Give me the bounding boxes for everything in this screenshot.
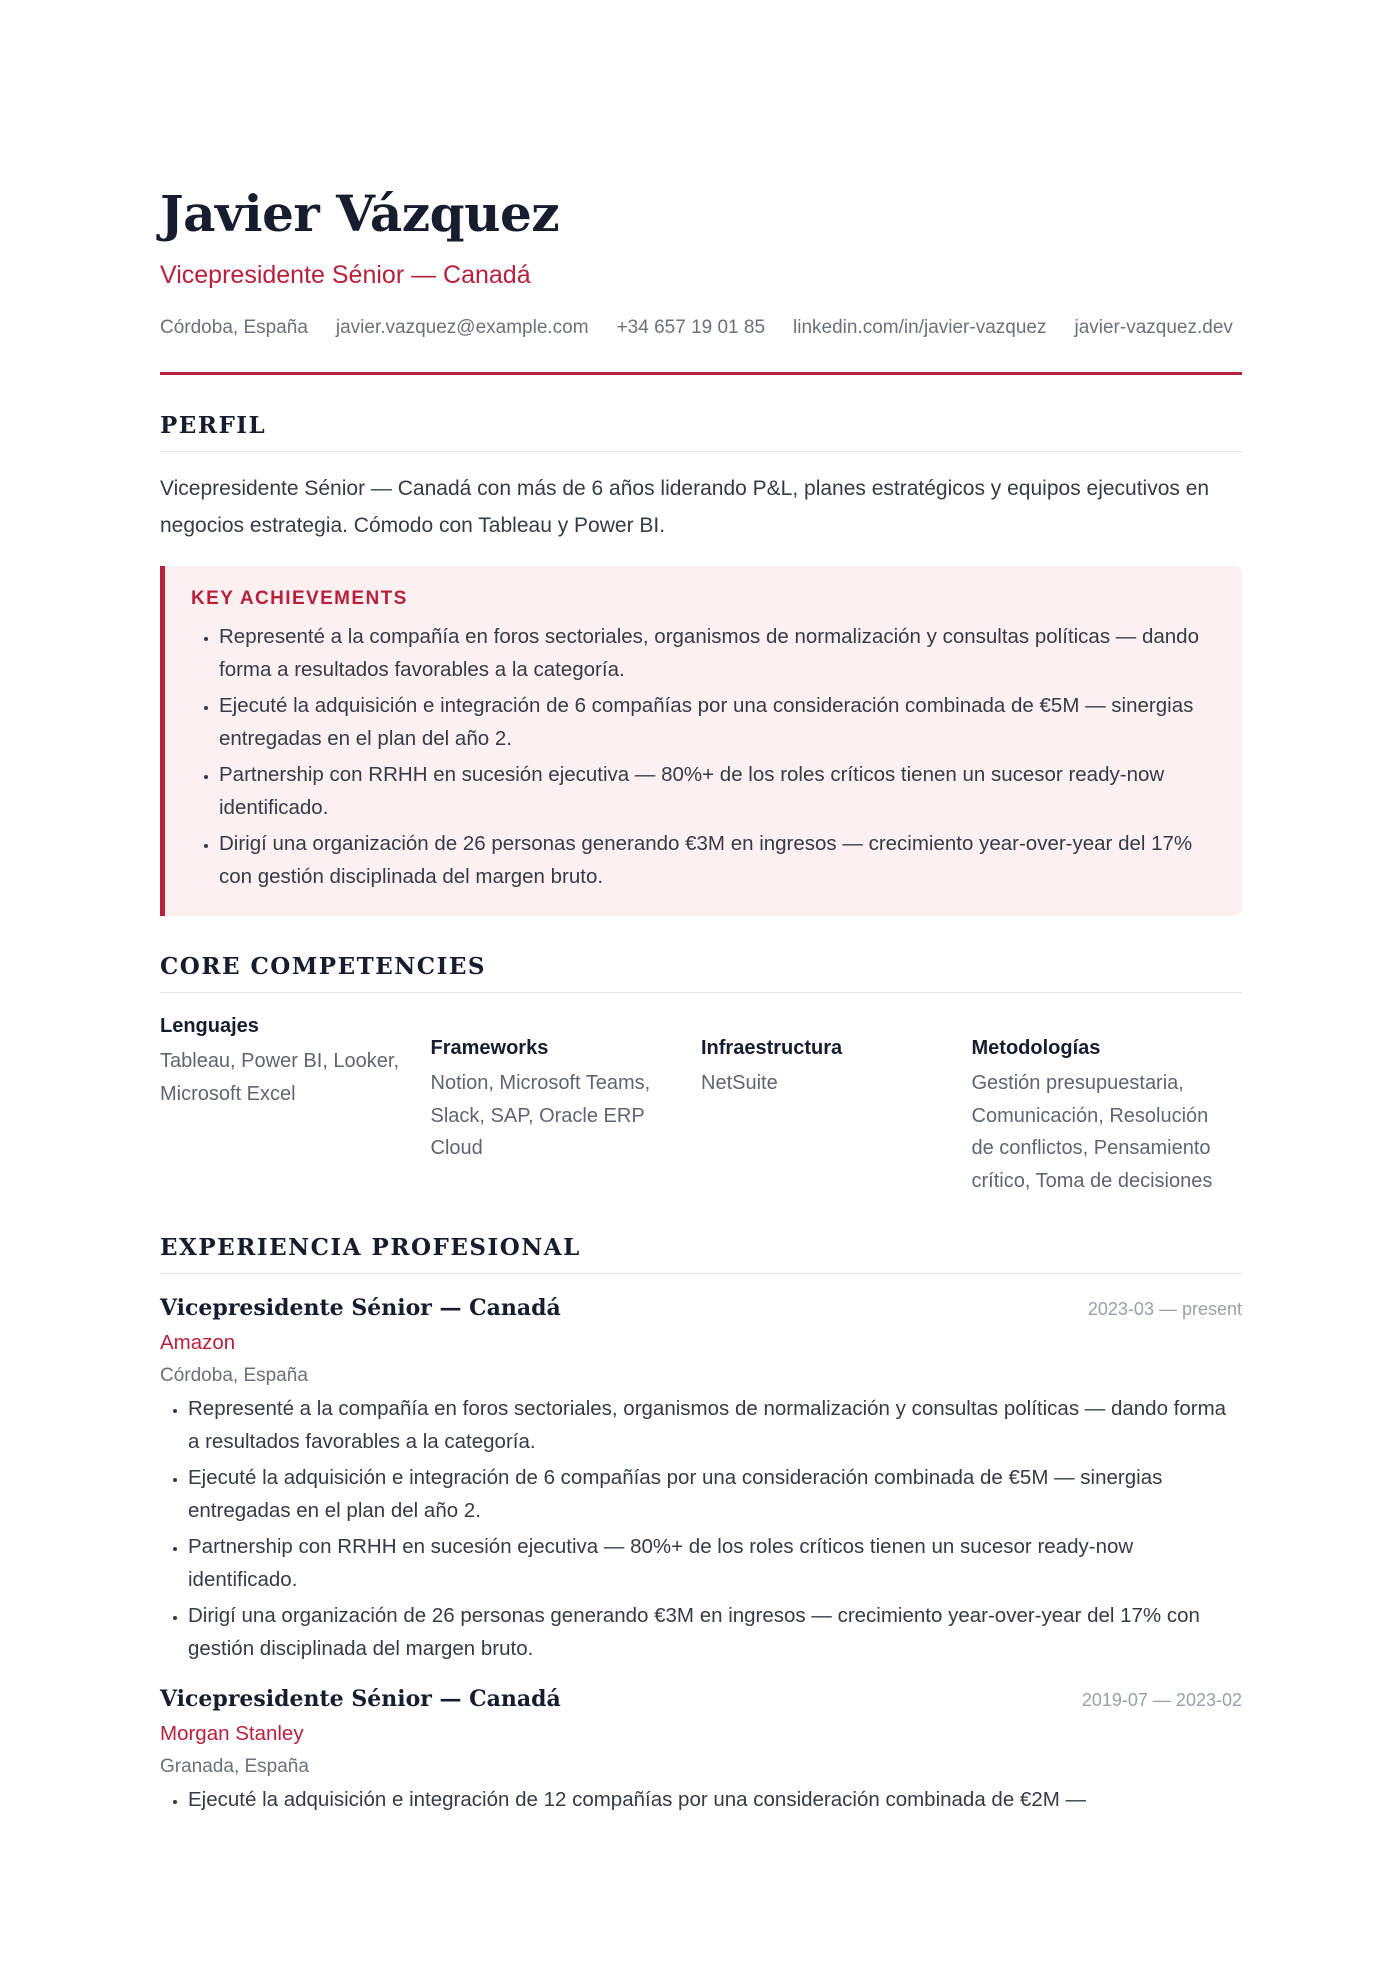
job-location: Córdoba, España [160, 1365, 308, 1386]
competency-items: Notion, Microsoft Teams, Slack, SAP, Oracle ERP Cloud [430, 1072, 651, 1159]
contact-website[interactable]: javier-vazquez.dev [1074, 317, 1233, 338]
candidate-name: Javier Vázquez [160, 184, 560, 243]
list-item: • Ejecuté la adquisición e integración de 12 compañías por una consideración combinada de €2M — [188, 1783, 1242, 1816]
job-header [160, 1292, 1242, 1324]
job-bullets [160, 1392, 1242, 1665]
competency-items: Tableau, Power BI, Looker, Microsoft Excel [160, 1050, 400, 1105]
contact-phone[interactable]: +34 657 19 01 85 [616, 317, 766, 338]
list-item: • Partnership con RRHH en sucesión ejecutiva — 80%+ de los roles críticos tienen un sucesor ready-now identificado. [219, 758, 1218, 824]
list-item: • Ejecuté la adquisición e integración de 6 compañías por una consideración combinada de €5M — sinergias entregadas en el plan del año 2. [188, 1461, 1242, 1527]
job-dates: 2023-03 — present [1087, 1299, 1242, 1319]
competency-label: Metodologías [971, 1037, 1101, 1059]
contact-email[interactable]: javier.vazquez@example.com [335, 317, 589, 338]
key-achievements-box [160, 566, 1242, 916]
job-title: Vicepresidente Sénior — Canadá [160, 1295, 561, 1321]
resume-page [160, 178, 1242, 1819]
contact-location: Córdoba, España [160, 317, 308, 338]
list-item: • Dirigí una organización de 26 personas generando €3M en ingresos — crecimiento year-over-year del 17% con gestión disciplinada del margen bruto. [219, 827, 1218, 893]
competency-group [701, 1033, 972, 1197]
section-heading-competencies: CORE COMPETENCIES [160, 952, 1242, 993]
competency-label: Infraestructura [701, 1037, 843, 1059]
section-heading-experience: EXPERIENCIA PROFESIONAL [160, 1233, 1242, 1274]
job-company: Morgan Stanley [160, 1722, 304, 1745]
competency-group [972, 1033, 1243, 1197]
job-title: Vicepresidente Sénior — Canadá [160, 1686, 561, 1712]
list-item: • Partnership con RRHH en sucesión ejecutiva — 80%+ de los roles críticos tienen un sucesor ready-now identificado. [188, 1530, 1242, 1596]
profile-summary: Vicepresidente Sénior — Canadá con más de 6 años liderando P&L, planes estratégicos y equipos ejecutivos en negocios estrategia. Cómodo con Tableau y Power BI. [160, 477, 1210, 537]
section-heading-profile: PERFIL [160, 411, 1242, 452]
competency-group [160, 1011, 431, 1197]
contact-linkedin[interactable]: linkedin.com/in/javier-vazquez [793, 317, 1047, 338]
competencies-grid [160, 1011, 1242, 1197]
job-header [160, 1683, 1242, 1715]
header-divider [160, 372, 1242, 375]
list-item: • Representé a la compañía en foros sectoriales, organismos de normalización y consultas políticas — dando forma a resultados favorables a la categoría. [219, 620, 1218, 686]
job-company: Amazon [160, 1331, 236, 1354]
job-bullets [160, 1783, 1242, 1816]
competency-items: NetSuite [701, 1072, 778, 1094]
list-item: • Ejecuté la adquisición e integración de 6 compañías por una consideración combinada de €5M — sinergias entregadas en el plan del año 2. [219, 689, 1218, 755]
list-item: • Representé a la compañía en foros sectoriales, organismos de normalización y consultas políticas — dando forma a resultados favorables a la categoría. [188, 1392, 1242, 1458]
competency-label: Lenguajes [160, 1015, 259, 1037]
contact-list [160, 310, 1242, 346]
key-achievements-heading: KEY ACHIEVEMENTS [191, 588, 408, 609]
candidate-title: Vicepresidente Sénior — Canadá [160, 261, 531, 289]
experience-entry [160, 1683, 1242, 1816]
competency-label: Frameworks [430, 1037, 549, 1059]
list-item: • Dirigí una organización de 26 personas generando €3M en ingresos — crecimiento year-over-year del 17% con gestión disciplinada del margen bruto. [188, 1599, 1242, 1665]
key-achievements-list [191, 620, 1218, 893]
job-dates: 2019-07 — 2023-02 [1081, 1690, 1242, 1710]
competency-group [431, 1033, 702, 1197]
experience-entry [160, 1292, 1242, 1665]
competency-items: Gestión presupuestaria, Comunicación, Resolución de conflictos, Pensamiento crítico, Toma de decisiones [971, 1072, 1213, 1192]
job-location: Granada, España [160, 1756, 309, 1777]
